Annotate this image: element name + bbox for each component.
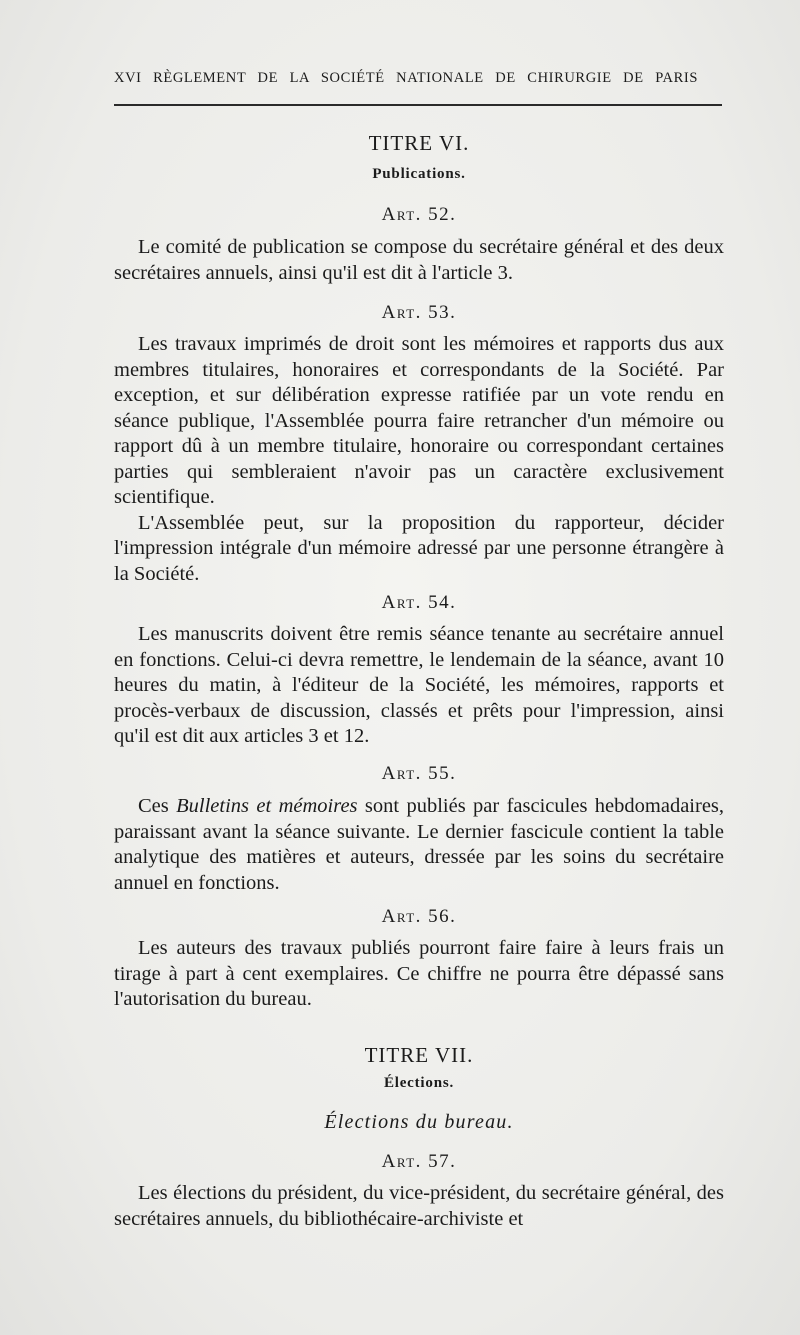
art-53-paragraph-2: L'Assemblée peut, sur la proposition du rapporteur, décider l'impression intégrale d'un mémoire adressé par une personne étrangère à la Société. [114,511,724,585]
titre-vi-subtitle: Publications. [372,166,466,182]
titre-vi-heading: TITRE VI. [368,131,470,155]
art-55-text-before: Ces [138,795,177,817]
art-54-heading: Art. 54. [381,592,457,613]
art-57-paragraph: Les élections du président, du vice-président, du secrétaire général, des secrétaires annuels, du bibliothécaire-archiviste et [114,1182,724,1230]
art-55-text-after: sont publiés par fascicules hebdomadaires, paraissant avant la séance suivante. Le dernier fascicule contient la table analytique des matières et auteurs, dressée par les soins du secrétaire annuel en fonctions. [114,795,725,894]
art-52-body [114,235,724,286]
art-53-heading: Art. 53. [381,302,457,323]
art-52-heading: Art. 52. [381,204,457,225]
art-56-body [114,936,724,1013]
titre-vii-heading: TITRE VII. [364,1043,474,1067]
header-rule [114,104,722,106]
art-55-paragraph [114,794,724,896]
art-56-heading: Art. 56. [381,906,457,927]
art-55-heading: Art. 55. [381,763,457,784]
art-53-paragraph-1: Les travaux imprimés de droit sont les mémoires et rapports dus aux membres titulaires, honoraires et correspondants de la Société. Par exception, et sur délibération expresse ratifiée par un vote rendu en séance publique, l'Assemblée pourra faire retrancher d'un mémoire ou rapport dû à un membre titulaire, honoraire ou correspondant certaines parties qui sembleraient n'avoir pas un caractère exclusivement scientifique. [114,333,724,508]
art-54-body [114,622,724,750]
art-57-heading: Art. 57. [381,1151,457,1172]
bulletins-title: Bulletins et mémoires [176,795,358,817]
section-elections-bureau: Élections du bureau. [324,1111,514,1133]
art-56-paragraph: Les auteurs des travaux publiés pourront faire faire à leurs frais un tirage à part à cent exemplaires. Ce chiffre ne pourra être dépassé sans l'autorisation du bureau. [114,937,724,1010]
titre-vii-subtitle: Élections. [383,1075,455,1091]
art-55-body [114,794,724,896]
art-52-paragraph: Le comité de publication se compose du secrétaire général et des deux secrétaires annuels, ainsi qu'il est dit à l'article 3. [114,236,724,284]
art-57-body [114,1181,724,1232]
art-54-paragraph: Les manuscrits doivent être remis séance tenante au secrétaire annuel en fonctions. Celui-ci devra remettre, le lendemain de la séance, avant 10 heures du matin, à l'éditeur de la Société, les mémoires, rapports et procès-verbaux de discussion, classés et prêts pour l'impression, ainsi qu'il est dit aux articles 3 et 12. [114,623,724,747]
art-53-body [114,332,724,587]
running-head: XVI RÈGLEMENT DE LA SOCIÉTÉ NATIONALE DE CHIRURGIE DE PARIS [114,70,698,86]
